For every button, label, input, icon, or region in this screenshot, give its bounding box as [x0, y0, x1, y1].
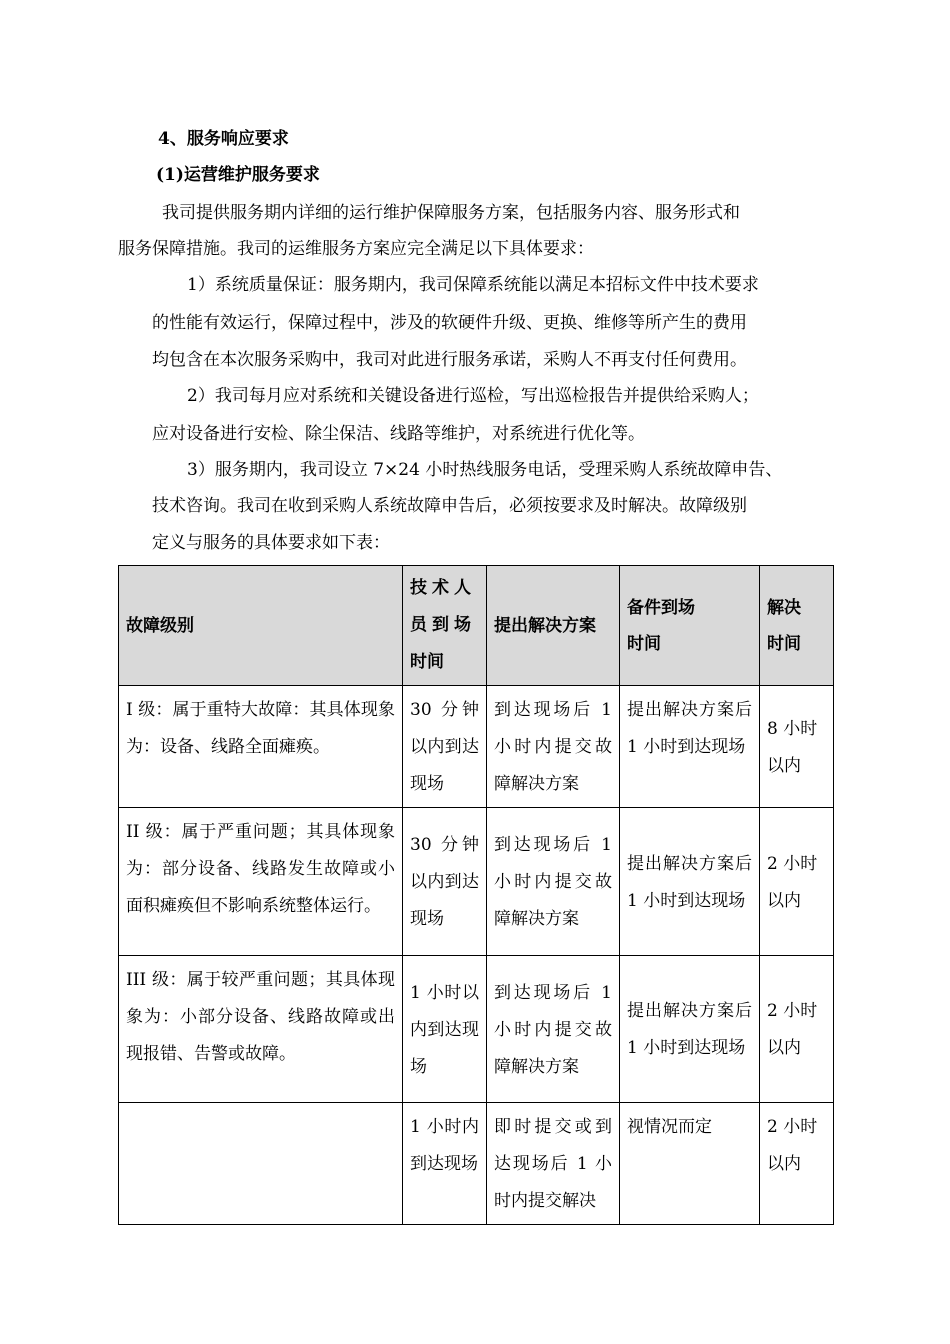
cell-tech-arrival: 1 小时内到达现场 [403, 1103, 487, 1225]
paragraph-line: 我司提供服务期内详细的运行维护保障服务方案，包括服务内容、服务形式和 [162, 203, 740, 223]
cell-parts-arrival: 提出解决方案后 1 小时到达现场 [620, 808, 760, 956]
header-parts-arrival-line: 时间 [627, 633, 661, 654]
cell-solution: 到达现场后 1 小时内提交故障解决方案 [487, 686, 620, 808]
paragraph-line: 应对设备进行安检、除尘保洁、线路等维护，对系统进行优化等。 [152, 424, 645, 444]
header-resolve-time-line: 解决 [767, 597, 801, 618]
header-tech-arrival [403, 566, 487, 686]
paragraph-line: 的性能有效运行，保障过程中，涉及的软硬件升级、更换、维修等所产生的费用 [152, 313, 747, 333]
cell-tech-arrival: 30 分钟以内到达现场 [403, 808, 487, 956]
cell-fault-level [119, 1103, 403, 1225]
paragraph-line: 均包含在本次服务采购中，我司对此进行服务承诺，采购人不再支付任何费用。 [152, 350, 747, 370]
header-resolve-time [760, 566, 834, 686]
header-parts-arrival-line: 备件到场 [627, 597, 695, 618]
paragraph-line: 1）系统质量保证：服务期内，我司保障系统能以满足本招标文件中技术要求 [187, 275, 759, 295]
paragraph-line: 服务保障措施。我司的运维服务方案应完全满足以下具体要求： [118, 239, 594, 259]
table-row [119, 956, 834, 1103]
cell-parts-arrival: 提出解决方案后 1 小时到达现场 [620, 686, 760, 808]
header-parts-arrival [620, 566, 760, 686]
header-solution: 提出解决方案 [487, 566, 620, 686]
cell-fault-level: III 级：属于较严重问题；其具体现象为：小部分设备、线路故障或出现报错、告警或故障。 [119, 956, 403, 1103]
cell-solution: 到达现场后 1 小时内提交故障解决方案 [487, 808, 620, 956]
paragraph-line: 技术咨询。我司在收到采购人系统故障申告后，必须按要求及时解决。故障级别 [152, 496, 747, 516]
paragraph-line: 3）服务期内，我司设立 7×24 小时热线服务电话，受理采购人系统故障申告、 [187, 460, 783, 480]
header-resolve-time-line: 时间 [767, 633, 801, 654]
cell-fault-level: II 级：属于严重问题；其具体现象为：部分设备、线路发生故障或小面积瘫痪但不影响系统整体运行。 [119, 808, 403, 956]
cell-parts-arrival: 视情况而定 [620, 1103, 760, 1225]
header-tech-arrival-line: 时间 [410, 652, 444, 672]
cell-solution: 即时提交或到达现场后 1 小时内提交解决 [487, 1103, 620, 1225]
cell-resolve-time: 2 小时以内 [760, 956, 834, 1103]
cell-parts-arrival: 提出解决方案后 1 小时到达现场 [620, 956, 760, 1103]
cell-resolve-time: 2 小时以内 [760, 1103, 834, 1225]
fault-level-table [118, 565, 834, 1225]
paragraph-line: 定义与服务的具体要求如下表： [152, 533, 390, 553]
subsection-heading: (1)运营维护服务要求 [156, 165, 320, 185]
table-header-row [119, 566, 834, 686]
table-row [119, 808, 834, 956]
cell-solution: 到达现场后 1 小时内提交故障解决方案 [487, 956, 620, 1103]
cell-tech-arrival: 30 分钟以内到达现场 [403, 686, 487, 808]
cell-tech-arrival: 1 小时以内到达现场 [403, 956, 487, 1103]
header-fault-level: 故障级别 [119, 566, 403, 686]
section-heading: 4、服务响应要求 [158, 129, 289, 149]
cell-resolve-time: 8 小时以内 [760, 686, 834, 808]
header-tech-arrival-line: 员到场 [410, 615, 476, 635]
header-tech-arrival-line: 技术人 [410, 578, 476, 598]
table-row [119, 686, 834, 808]
table-row [119, 1103, 834, 1225]
cell-resolve-time: 2 小时以内 [760, 808, 834, 956]
cell-fault-level: I 级：属于重特大故障：其具体现象为：设备、线路全面瘫痪。 [119, 686, 403, 808]
paragraph-line: 2）我司每月应对系统和关键设备进行巡检，写出巡检报告并提供给采购人； [187, 386, 759, 406]
